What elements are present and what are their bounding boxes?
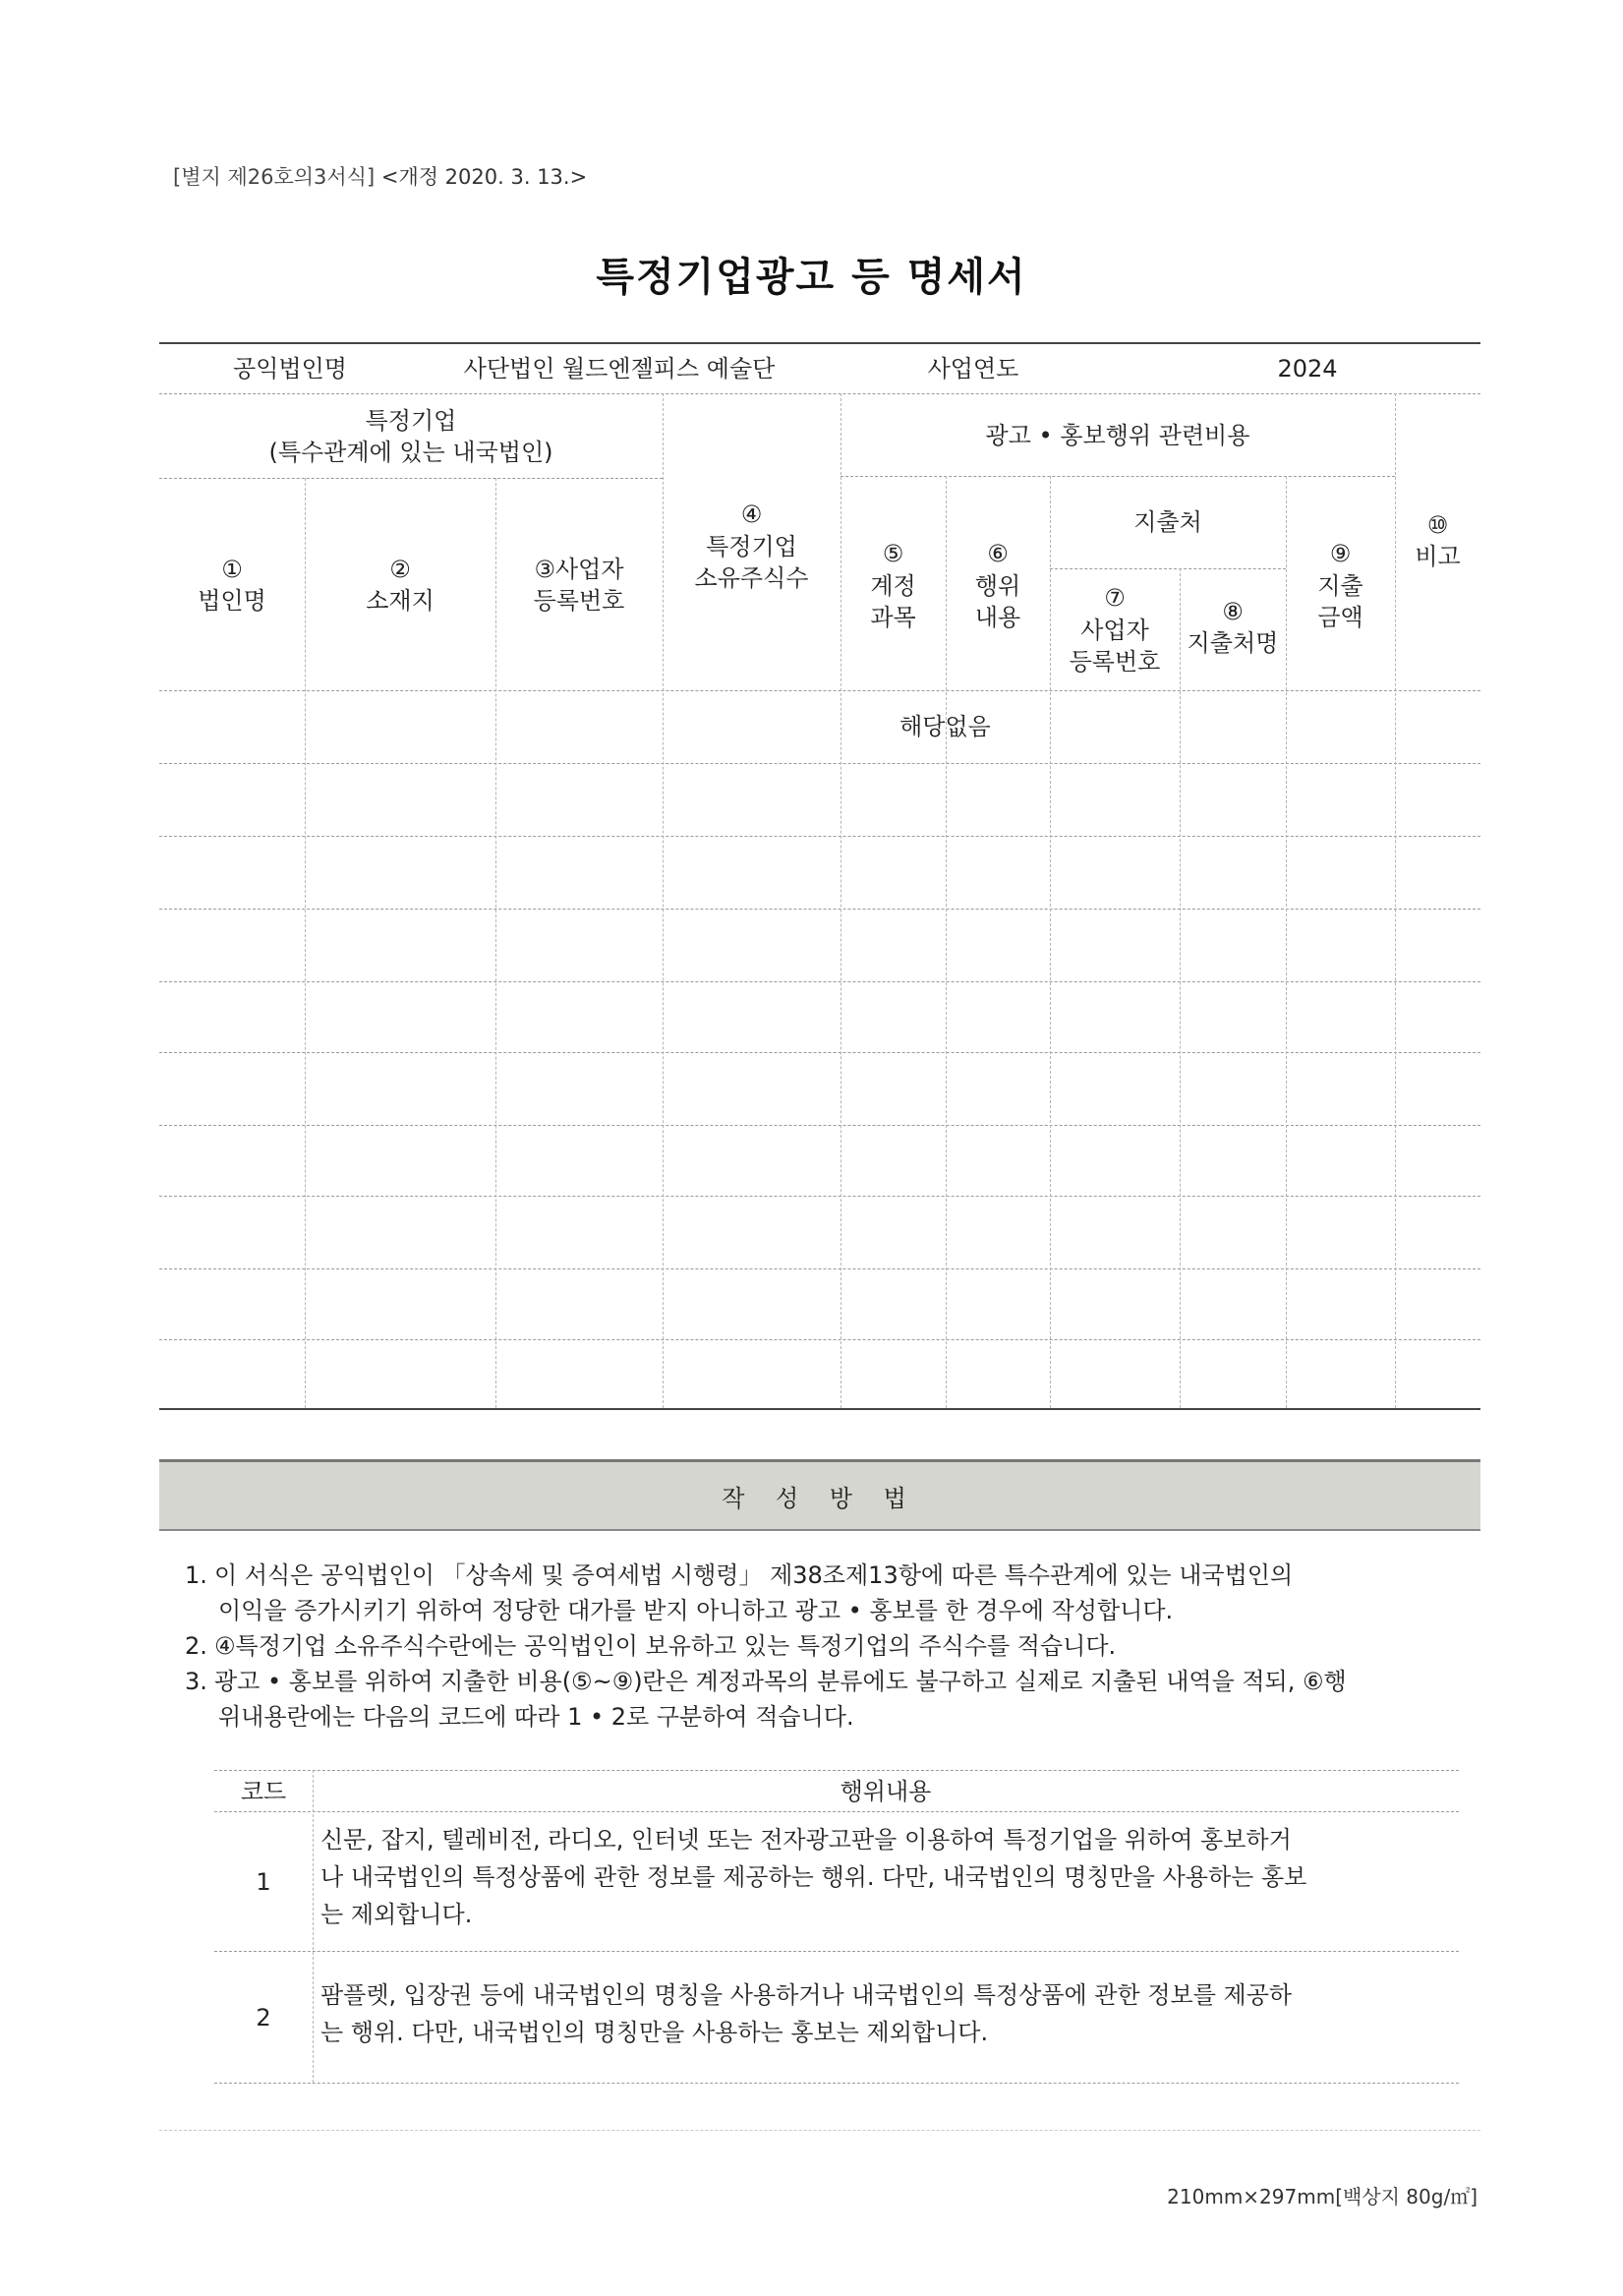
fiscal-year-value: 2024 [1277, 354, 1338, 383]
table-rule [159, 393, 1480, 394]
method-title: 작 성 방 법 [159, 1459, 1480, 1531]
table-rule [159, 690, 1480, 691]
code-table-rule [214, 1811, 1459, 1812]
page-title: 특정기업광고 등 명세서 [596, 255, 1027, 300]
activity-header: 행위내용 [840, 1777, 932, 1805]
table-rule [159, 763, 1480, 764]
table-rule [159, 1196, 1480, 1197]
col-remarks: ⑩ 비고 [1415, 510, 1461, 570]
table-rule [159, 909, 1480, 910]
col-payee-reg-no: ⑦ 사업자 등록번호 [1069, 584, 1161, 677]
table-rule [159, 1052, 1480, 1053]
header-ad-cost: 광고 • 홍보행위 관련비용 [985, 421, 1250, 449]
form-number: [별지 제26호의3서식] [173, 165, 376, 189]
col-amount: ⑨ 지출 금액 [1317, 540, 1363, 632]
header-specific-company: 특정기업 (특수관계에 있는 내국법인) [268, 406, 553, 466]
code-1: 1 [256, 1867, 271, 1896]
revision-date: <개정 2020. 3. 13.> [380, 165, 588, 189]
code-header: 코드 [240, 1777, 287, 1805]
code-table-rule [214, 1951, 1459, 1952]
org-name-label: 공익법인명 [233, 354, 347, 383]
col-account-title: ⑤ 계정 과목 [870, 540, 916, 632]
code-table-divider [313, 1770, 314, 2083]
col-activity: ⑥ 행위 내용 [974, 540, 1021, 632]
instruction-2: 2. ④특정기업 소유주식수란에는 공익법인이 보유하고 있는 특정기업의 주식수를 적습니다. [185, 1632, 1117, 1660]
empty-notice: 해당없음 [899, 712, 991, 740]
table-rule [159, 1125, 1480, 1126]
code-2: 2 [256, 2003, 271, 2031]
bottom-rule [159, 2130, 1480, 2131]
table-rule [159, 478, 663, 479]
instruction-1: 1. 이 서식은 공익법인이 「상속세 및 증여세법 시행령」 제38조제13항에 따른 특수관계에 있는 내국법인의 이익을 증가시키기 위하여 정당한 대가를 받지 아니하고 광고 • 홍보를 한 경우에 작성합니다. [185, 1561, 1294, 1624]
table-bottom-rule [159, 1408, 1480, 1410]
code-table-rule [214, 1770, 1459, 1771]
form-number-label [173, 161, 587, 191]
table-rule [159, 981, 1480, 982]
col-business-reg-no: ③사업자 등록번호 [533, 555, 625, 615]
column-divider [1180, 568, 1181, 1408]
header-payee: 지출처 [1133, 507, 1202, 536]
instruction-3: 3. 광고 • 홍보를 위하여 지출한 비용(⑤~⑨)란은 계정과목의 분류에도 불구하고 실제로 지출된 내역을 적되, ⑥행 위내용란에는 다음의 코드에 따라 1 • 2로 구분하여 적습니다. [185, 1668, 1347, 1731]
col-payee-name: ⑧ 지출처명 [1187, 597, 1279, 657]
paper-spec: 210mm×297mm[백상지 80g/㎡] [1167, 2185, 1478, 2208]
col-corp-name: ① 법인명 [198, 555, 266, 615]
fiscal-year-label: 사업연도 [927, 354, 1019, 383]
table-rule [159, 1339, 1480, 1340]
org-name-value: 사단법인 월드엔젤피스 예술단 [463, 354, 776, 383]
code-2-description: 팜플렛, 입장권 등에 내국법인의 명칭을 사용하거나 내국법인의 특정상품에 관한 정보를 제공하 는 행위. 다만, 내국법인의 명칭만을 사용하는 홍보는 제외합니다. [320, 1981, 1293, 2046]
table-rule [159, 1268, 1480, 1269]
code-table-rule [214, 2083, 1459, 2084]
table-rule [840, 476, 1395, 477]
table-rule [159, 836, 1480, 837]
table-rule [1050, 568, 1286, 569]
col-location: ② 소재지 [366, 555, 435, 615]
code-1-description: 신문, 잡지, 텔레비전, 라디오, 인터넷 또는 전자광고판을 이용하여 특정기업을 위하여 홍보하거 나 내국법인의 특정상품에 관한 정보를 제공하는 행위. 다만, 내국법인의 명칭만을 사용하는 홍보 는 제외합니다. [320, 1826, 1307, 1928]
col-shares-owned: ④ 특정기업 소유주식수 [694, 500, 809, 593]
